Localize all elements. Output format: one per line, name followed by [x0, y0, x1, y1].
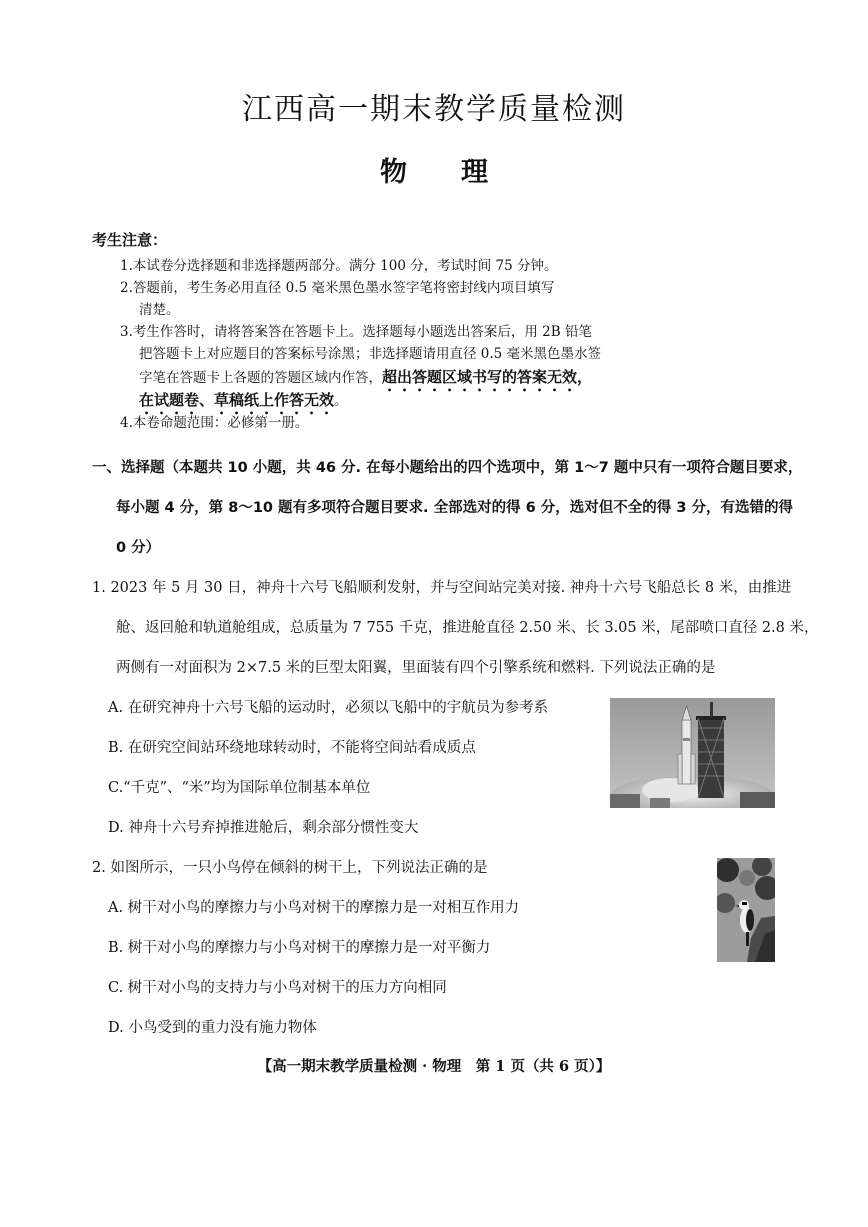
question-1-option-b: B. 在研究空间站环绕地球转动时，不能将空间站看成质点	[108, 740, 476, 756]
question-1-stem-1: 1. 2023 年 5 月 30 日，神舟十六号飞船顺利发射，并与空间站完美对接. 神舟十六号飞船总长 8 米，由推进	[92, 580, 792, 596]
question-1-option-a: A. 在研究神舟十六号飞船的运动时，必须以飞船中的宇航员为参考系	[108, 700, 549, 716]
rocket-launch-photo	[610, 698, 775, 808]
notice-item-3-text: 字笔在答题卡上各题的答题区域内作答，	[139, 370, 382, 386]
notice-item-2: 2.答题前，考生务必用直径 0.5 毫米黑色墨水签字笔将密封线内项目填写	[120, 280, 555, 296]
section-1-line-3: 0 分）	[116, 540, 161, 556]
notice-item-2-cont: 清楚。	[139, 302, 180, 318]
notice-period: 。	[334, 393, 348, 409]
notice-emphasis-2: 在试题卷、草稿纸上作答无效	[139, 391, 335, 409]
notice-emphasis-1: 超出答题区域书写的答案无效，	[382, 368, 593, 386]
question-1-option-c: C.“千克”、“米”均为国际单位制基本单位	[108, 780, 371, 796]
bird-on-tree-photo	[717, 858, 775, 962]
question-1-stem-3: 两侧有一对面积为 2×7.5 米的巨型太阳翼，里面装有四个引擎系统和燃料. 下列说法正确的是	[116, 660, 716, 676]
notice-item-3-cont-1: 把答题卡上对应题目的答案标号涂黑；非选择题请用直径 0.5 毫米黑色墨水签	[139, 346, 602, 362]
question-2-option-a: A. 树干对小鸟的摩擦力与小鸟对树干的摩擦力是一对相互作用力	[108, 900, 520, 916]
page-footer: 【高一期末教学质量检测 · 物理 第 1 页（共 6 页）】	[257, 1058, 611, 1075]
question-2-stem: 2. 如图所示，一只小鸟停在倾斜的树干上，下列说法正确的是	[92, 860, 488, 876]
question-2-option-b: B. 树干对小鸟的摩擦力与小鸟对树干的摩擦力是一对平衡力	[108, 940, 491, 956]
section-1-line-2: 每小题 4 分，第 8～10 题有多项符合题目要求. 全部选对的得 6 分，选对但不全的得 3 分，有选错的得	[116, 500, 793, 516]
question-2-option-c: C. 树干对小鸟的支持力与小鸟对树干的压力方向相同	[108, 980, 447, 996]
notice-item-4: 4.本卷命题范围：必修第一册。	[120, 415, 309, 431]
question-2-option-d: D. 小鸟受到的重力没有施力物体	[108, 1020, 317, 1036]
section-1-line-1: 一、选择题（本题共 10 小题，共 46 分. 在每小题给出的四个选项中，第 1～7 题中只有一项符合题目要求，	[92, 460, 803, 476]
question-1-option-d: D. 神舟十六号弃掉推进舱后，剩余部分惯性变大	[108, 820, 419, 836]
notice-item-1: 1.本试卷分选择题和非选择题两部分。满分 100 分，考试时间 75 分钟。	[120, 258, 558, 274]
notice-heading: 考生注意：	[92, 231, 168, 249]
exam-subject: 物理	[380, 157, 542, 188]
exam-title: 江西高一期末教学质量检测	[242, 92, 626, 127]
question-1-stem-2: 舱、返回舱和轨道舱组成，总质量为 7 755 千克，推进舱直径 2.50 米、长 3.05 米，尾部喷口直径 2.8 米，	[116, 620, 819, 636]
notice-item-3: 3.考生作答时，请将答案答在答题卡上。选择题每小题选出答案后，用 2B 铅笔	[120, 324, 592, 340]
